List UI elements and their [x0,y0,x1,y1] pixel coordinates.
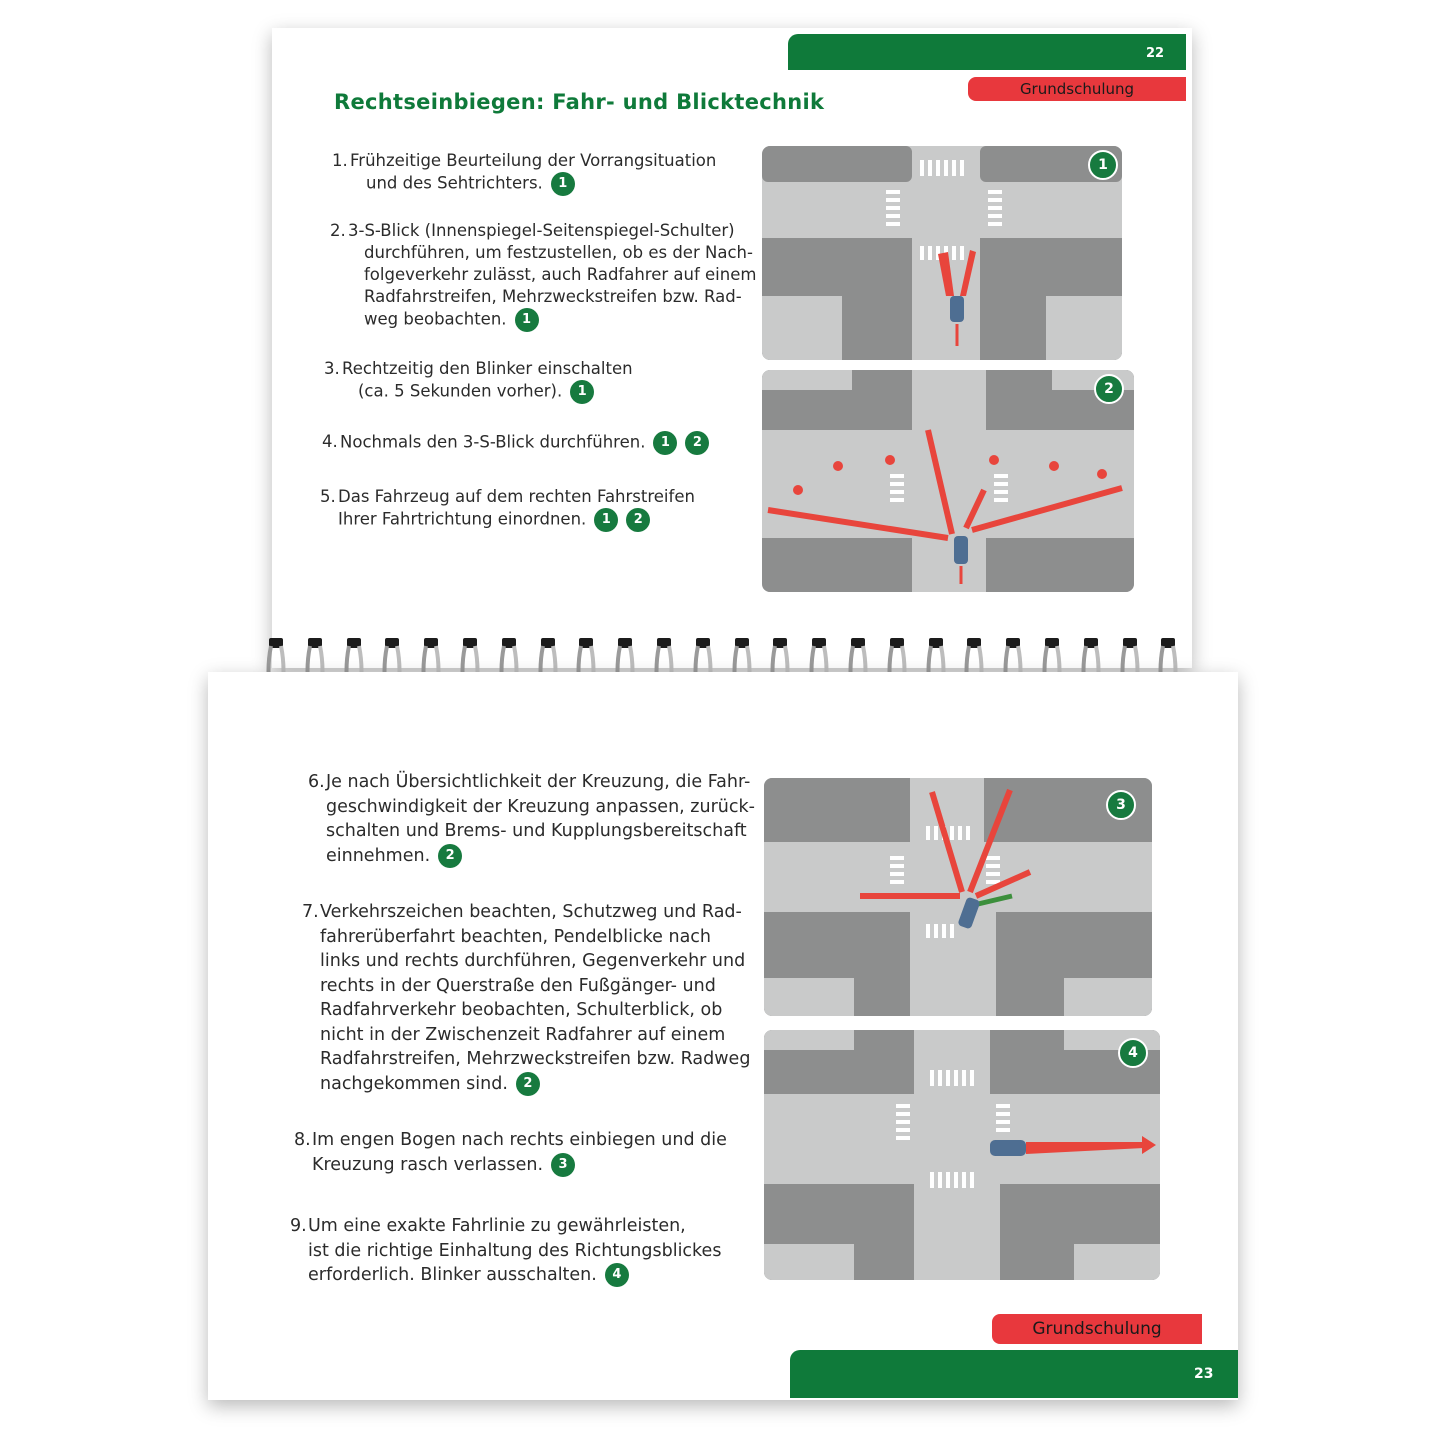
step-text-line: Ihrer Fahrtrichtung einordnen. 1 2 [338,508,695,532]
diagram-badge: 4 [1118,1038,1148,1068]
figure-reference-badge: 2 [438,844,462,868]
step-text-line: folgeverkehr zulässt, auch Radfahrer auf einem [364,265,757,284]
intersection-diagram-2 [762,370,1134,592]
step-number: 7. [302,902,319,922]
figure-reference-badge: 1 [594,508,618,532]
step-text-line: Rechtzeitig den Blinker einschalten [342,359,633,378]
step-text-line: Radfahrstreifen, Mehrzweckstreifen bzw. Rad- [364,287,742,306]
step-item [294,1128,727,1177]
step-text-line: Kreuzung rasch verlassen. 3 [312,1153,727,1178]
step-item [302,900,751,1096]
step-item [290,1214,722,1288]
step-number: 5. [320,487,336,506]
intersection-diagram-3 [764,778,1152,1016]
step-text-line: erforderlich. Blinker ausschalten. 4 [308,1263,721,1288]
diagram-1 [762,146,1122,360]
step-text-line: und des Sehtrichters. 1 [350,172,716,196]
step-item [320,486,695,532]
step-item [330,220,757,332]
step-text-line: geschwindigkeit der Kreuzung anpassen, zurück- [326,796,755,817]
step-number: 9. [290,1216,307,1236]
figure-reference-badge: 2 [626,508,650,532]
step-text-line: durchführen, um festzustellen, ob es der Nach- [364,243,753,262]
step-text-line: ist die richtige Einhaltung des Richtungsblickes [308,1240,722,1261]
step-text-line: Das Fahrzeug auf dem rechten Fahrstreifen [338,487,695,506]
step-text-line: fahrerüberfahrt beachten, Pendelblicke nach [320,926,712,947]
diagram-3 [764,778,1152,1016]
figure-reference-badge: 1 [653,431,677,455]
step-number: 4. [322,432,338,451]
step-text-line: Radfahrverkehr beobachten, Schulterblick, ob [320,1000,723,1020]
figure-reference-badge: 1 [515,308,539,332]
step-text-line: einnehmen. 2 [326,844,755,869]
figure-reference-badge: 2 [685,431,709,455]
diagram-4 [764,1030,1160,1280]
step-number: 8. [294,1130,311,1150]
step-item [332,150,717,196]
figure-reference-badge: 3 [551,1153,575,1177]
step-text-line: weg beobachten. 1 [348,308,756,332]
page-23 [208,672,1238,1400]
figure-reference-badge: 4 [605,1263,629,1287]
step-text-line: Frühzeitige Beurteilung der Vorrangsituation [350,151,717,170]
diagram-badge: 1 [1088,150,1118,180]
step-text-line: links und rechts durchführen, Gegenverkehr und [320,951,746,971]
page-number: 22 [1146,46,1165,61]
step-text-line: Radfahrstreifen, Mehrzweckstreifen bzw. Radweg [320,1049,751,1069]
step-text-line: Je nach Übersichtlichkeit der Kreuzung, die Fahr- [326,772,751,792]
section-tab: Grundschulung [992,1314,1202,1344]
step-item [308,770,755,868]
step-text-line: rechts in der Querstraße den Fußgänger- und [320,975,716,996]
footer-green-bar [790,1350,1238,1398]
page-number: 23 [1194,1366,1214,1382]
step-item [322,431,709,455]
step-number: 1. [332,151,348,170]
step-number: 6. [308,772,325,792]
intersection-diagram-4 [764,1030,1160,1280]
step-text-line: schalten und Brems- und Kupplungsbereitschaft [326,821,747,841]
step-item [324,358,633,404]
step-text-line: Um eine exakte Fahrlinie zu gewährleisten, [308,1216,686,1236]
intersection-diagram-1 [762,146,1122,360]
figure-reference-badge: 1 [570,380,594,404]
section-tab: Grundschulung [968,77,1186,101]
step-text-line: (ca. 5 Sekunden vorher). 1 [342,380,633,404]
figure-reference-badge: 2 [516,1072,540,1096]
figure-reference-badge: 1 [551,172,575,196]
header-green-bar [788,34,1186,70]
page-title: Rechtseinbiegen: Fahr- und Blicktechnik [334,90,825,114]
diagram-2 [762,370,1134,592]
diagram-badge: 2 [1094,374,1124,404]
step-text-line: Verkehrszeichen beachten, Schutzweg und Rad- [320,902,742,922]
step-text-line: nachgekommen sind. 2 [320,1072,750,1097]
step-text-line: Nochmals den 3-S-Blick durchführen. 1 2 [340,431,709,455]
diagram-badge: 3 [1106,790,1136,820]
step-text-line: Im engen Bogen nach rechts einbiegen und die [312,1130,727,1150]
step-text-line: 3-S-Blick (Innenspiegel-Seitenspiegel-Schulter) [348,221,735,240]
step-number: 2. [330,221,346,240]
page-22 [272,28,1192,668]
step-number: 3. [324,359,340,378]
step-text-line: nicht in der Zwischenzeit Radfahrer auf einem [320,1024,726,1045]
